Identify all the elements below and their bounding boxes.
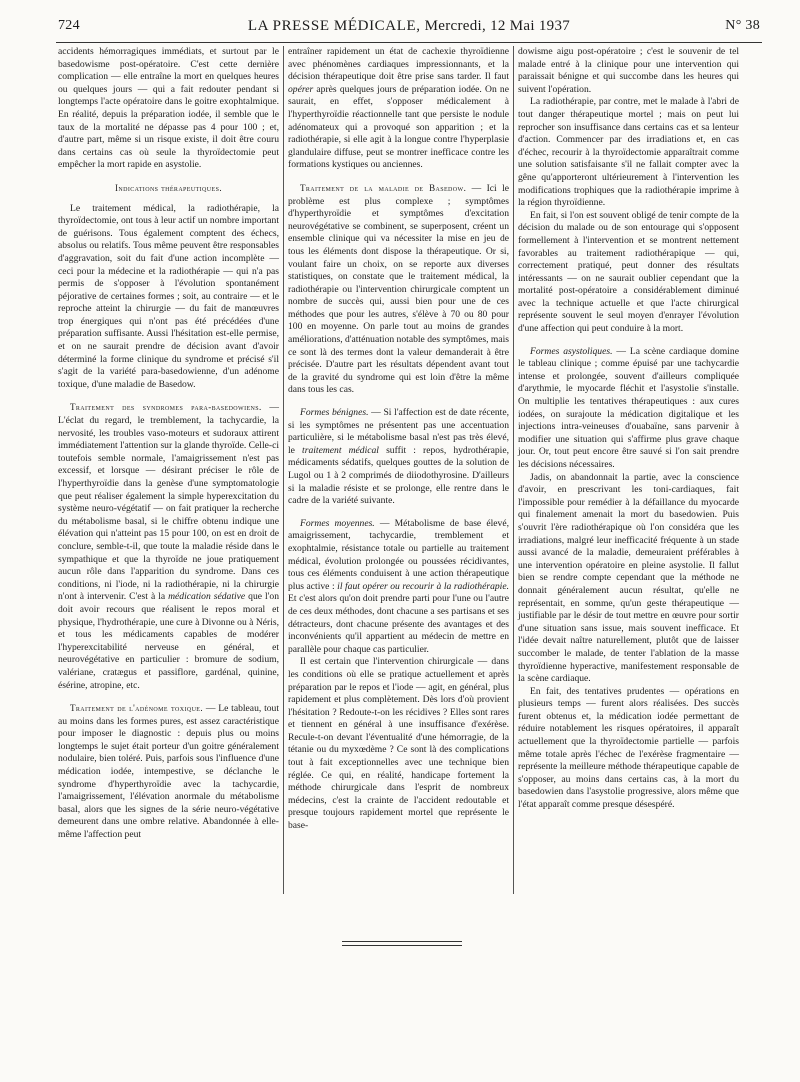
header-rule: [56, 42, 762, 43]
column-divider: [513, 46, 514, 894]
subsection-heading: Formes bénignes.: [300, 407, 369, 419]
paragraph: Formes asystoliques. — La scène cardiaque domine le tableau clinique ; comme épuisé par une tachycardie intense et prolongée, souvent d'ailleurs compliquée d'arythmie, le myocarde fléchit et l'asystolie s'installe. On multiplie les tentatives thérapeutiques : aux cures iodées, on surajoute la médication digitalique et les injections intra-veineuses d'ouabaïne, sans parvenir à modifier une situation qui s'affirme plus grave chaque jour. Or, tout peut encore être sauvé si l'on sait prendre les décisions nécessaires.: [518, 345, 739, 470]
column-3: [518, 46, 739, 812]
page-number: 724: [58, 18, 80, 33]
column-2: [288, 46, 509, 833]
subsection-heading: Formes moyennes.: [300, 517, 375, 529]
paragraph: Formes moyennes. — Métabolisme de base élevé, amaigrissement, tachycardie, tremblement et exophtalmie, résistance totale ou partielle au traitement médical, évolution prolongée ou poussées récidivantes, tous ces éléments conduisent à une action thérapeutique plus active : il faut opérer ou recourir à la radiothérapie. Et c'est alors qu'on doit prendre parti pour l'une ou l'autre de ces deux méthodes, dont chacune a ses partisans et ses détracteurs, dont chacune présente des avantages et des inconvénients qu'il appartient au médecin de mettre en parallèle pour chaque cas particulier.: [288, 517, 509, 655]
paragraph: Il est certain que l'intervention chirurgicale — dans les conditions où elle se pratique actuellement et après préparation par le repos et l'iode — agit, en général, plus rapidement et plus complètement. Dès lors d'où provient l'hésitation ? Redoute-t-on les récidives ? Elles sont rares et tiennent en général à une insuffisance d'exérèse. Recule-t-on devant l'éventualité d'une hémorragie, de la tétanie ou du myxœdème ? Ce sont là des complications tout à fait exceptionnelles avec une technique bien réglée. Ce qui, en réalité, handicape fortement la méthode chirurgicale dans l'esprit de nombreux médecins, c'est la crainte de l'accident redoutable et presque toujours rapidement mortel que représente le base-: [288, 656, 509, 832]
section-heading: Traitement de l'adénome toxique.: [70, 703, 204, 714]
journal-name: LA PRESSE MÉDICALE,: [247, 18, 421, 34]
paragraph: dowisme aigu post-opératoire ; c'est le souvenir de tel malade entré à la clinique pour une intervention qui paraissait bénigne et qui succombe dans les heures qui suivent l'opération.: [518, 46, 739, 95]
paragraph: Traitement de la maladie de Basedow. — Ici le problème est plus complexe ; symptômes d'hyperthyroïdie et symptômes d'excitation neurovégétative se combinent, se superposent, créent un ensemble clinique qui va nécessiter la mise en jeu de tous les éléments dont dispose la thérapeutique. Or si, voulant faire un choix, on se reporte aux diverses statistiques, on constate que le traitement médical, la radiothérapie ou l'intervention chirurgicale comptent un nombre de succès qui, aussi bien pour une de ces méthodes que pour les autres, s'élève à 70 ou 80 pour 100 en moyenne. On parle tout au moins de grandes améliorations, d'atténuation notable des symptômes, mais ce sont là des termes dont la valeur demanderait à être précisée. D'autre part les résultats dépendent avant tout de la gravité du syndrome qui est loin d'être la même dans tous les cas.: [288, 182, 510, 396]
issue-date: Mercredi, 12 Mai 1937: [424, 18, 571, 34]
section-heading: Indications thérapeutiques.: [115, 182, 222, 193]
closing-rule: [342, 941, 462, 942]
column-1: [58, 46, 279, 842]
paragraph: Jadis, on abandonnait la partie, avec la conscience d'avoir, en prescrivant les toni-cardiaques, fait l'impossible pour remédier à la défaillance du myocarde qui finalement amenait la mort du basedowien. Puis s'ouvrit l'ère radiothérapique où l'on considéra que les irradiations, malgré leur inefficacité fréquente à un stade aussi avancé de la maladie, demeuraient préférables à une intervention opératoire en pleine asystolie. Il fallut bien se rendre compte cependant que la méthode ne donnait généralement aucun résultat, qu'elle ne représentait, en somme, qu'un geste thérapeutique — justifiable par le désir de tout mettre en œuvre pour sortir d'une situation sans issue, mais souvent inefficace. Et l'idée devait naître naturellement, plutôt que de laisser succomber le malade, de tenter l'ablation de la masse thyroïdienne hyperactive, manifestement responsable de la scène cardiaque.: [518, 471, 739, 685]
paragraph: En fait, des tentatives prudentes — opérations en plusieurs temps — furent alors réalisées. Des succès furent obtenus et, la médication iodée permettant de réduire notablement les risques opératoires, il apparaît actuellement que la thyroïdectomie partielle — parfois même totale après l'échec de l'exérèse fragmentaire — représente la meilleure méthode thérapeutique capable de s'opposer, au moins dans certains cas, à la mort du basedowien dans l'asystolie progressive, alors même que l'état apparaît comme presque désespéré.: [518, 685, 739, 811]
paragraph: Traitement de l'adénome toxique. — Le tableau, tout au moins dans les formes pures, est assez caractéristique pour imposer le diagnostic : depuis plus ou moins longtemps le sujet était porteur d'un goitre généralement nodulaire, bien toléré. Puis, parfois sous l'influence d'une médication iodée, intempestive, se déclanche le syndrome d'hyperthyroïdie avec la tachycardie, l'amaigrissement, l'élévation anormale du métabolisme basal, alors que les signes de la série neuro-végétative demeurent dans une ombre relative. Abandonnée à elle-même l'affection peut: [58, 703, 279, 841]
paragraph: entraîner rapidement un état de cachexie thyroïdienne avec phénomènes cardiaques impressionnants, et la décision thérapeutique doit être prise sans tarder. Il faut opérer après quelques jours de préparation iodée. On ne saurait, en effet, s'opposer médicalement à l'hyperthyroïdie réactionnelle tant que persiste le nodule adénomateux qui a provoqué son apparition ; et la radiothérapie, si elle agit à la longue contre l'hyperplasie glandulaire diffuse, peut se montrer inefficace contre les formations kystiques ou anciennes.: [288, 46, 509, 171]
section-heading: Traitement des syndromes para-basedowiens.: [70, 402, 262, 413]
paragraph: La radiothérapie, par contre, met le malade à l'abri de tout danger thérapeutique mortel ; mais on peut lui reprocher son insuffisance dans certains cas et sa lenteur d'action. Commencer par des irradiations et, en cas d'échec, recourir à la thyroïdectomie apparaîtrait comme une solution satisfaisante s'il ne fallait compter avec la gêne qu'apporteront ultérieurement à l'intervention les modifications trophiques que la radiothérapie imprime à la région thyroïdienne.: [518, 96, 739, 209]
running-title: [58, 18, 760, 35]
paragraph: Le traitement médical, la radiothérapie, la thyroïdectomie, ont tous à leur actif un nombre important de guérisons. Tous également comptent des échecs, absolus ou relatifs. Tous même peuvent être responsables d'aggravation, soit du fait d'une action incomplète — ceci pour la médecine et la radiothérapie — qui n'a pas permis de s'opposer à l'évolution spontanément péjorative de certaines formes ; soit, au contraire — et le reproche atteint la chirurgie — du fait de manœuvres trop énergiques qui n'ont pas été précédées d'une préparation suffisante. Aussi l'hésitation est-elle permise, et on ne saurait prendre de décision avant d'avoir déterminé la forme clinique du syndrome et précisé s'il s'agit de la variété para-basedowienne, d'un adénome toxique, d'une maladie de Basedow.: [58, 202, 279, 390]
paragraph: Traitement des syndromes para-basedowiens. — L'éclat du regard, le tremblement, la tachycardie, la nervosité, les troubles vaso-moteurs et sudoraux attirent immédiatement l'attention sur la glande thyroïde. Celle-ci toutefois semble normale, l'amaigrissement n'est pas excessif, et lorsque — désirant préciser le rôle de l'hyperthyroïdie dans la genèse d'une symptomatologie que peut réaliser également la simple hyperexcitation du système neuro-végétatif — on fait pratiquer la recherche du métabolisme basal, si le chiffre obtenu indique une élévation qui n'atteint pas 15 pour 100, on est en droit de conclure, semble-t-il, que toute la maladie réside dans le sympathique et que la thyroïde ne joue pratiquement aucun rôle dans l'apparition du syndrome. Dans ces conditions, ni l'iode, ni la radiothérapie, ni la chirurgie n'ont à intervenir. C'est à la médication sédative que l'on doit avoir recours que réalisent le repos moral et physique, l'hydrothérapie, une cure à Divonne ou à Néris, et tous les médicaments capables de modérer l'hyperexcitabilité nerveuse en général, et neurovégétative en particulier : bromure de sodium, valériane, cratægus et passiflore, gardénal, quinine, ésérine, atropine, etc.: [58, 402, 280, 691]
paragraph: En fait, si l'on est souvent obligé de tenir compte de la décision du malade ou de son entourage qui s'opposent formellement à l'intervention et se montrent nettement favorables au traitement radiothérapique — qui, correctement pratiqué, peut donner des résultats intéressants — on ne saurait oublier cependant que la mortalité post-opératoire a considérablement diminué avec la technique actuelle et que l'acte chirurgical représente souvent le seul moyen d'enrayer l'évolution d'une affection qui peut conduire à la mort.: [518, 209, 739, 335]
paragraph: Formes bénignes. — Si l'affection est de date récente, si les symptômes ne présentent pas une accentuation particulière, si le métabolisme basal n'est pas très élevé, le traitement médical suffit : repos, hydrothérapie, médicaments sédatifs, quelques gouttes de la solution de Lugol ou 1 à 2 comprimés de diiodothyrosine. D'ailleurs si la maladie résiste et se prolonge, elle rentre dans le cadre de la variété suivante.: [288, 407, 510, 507]
section-heading: Traitement de la maladie de Basedow.: [300, 182, 467, 193]
subsection-heading: Formes asystoliques.: [530, 345, 613, 357]
paragraph: accidents hémorragiques immédiats, et surtout par le basedowisme post-opératoire. C'est cette dernière complication — elle entraîne la mort en quelques heures ou quelques jours — qui a fait redouter pendant si longtemps l'acte opératoire dans le goitre exophtalmique. En réalité, depuis la préparation iodée, il semble que le taux de la mortalité ne dépasse pas 4 pour 100 ; et, d'autre part, même si un risque existe, il doit être couru dans certains cas où seule la thyroïdectomie peut empêcher la mort rapide en asystolie.: [58, 46, 279, 171]
issue-number: N° 38: [725, 18, 760, 33]
closing-rule: [342, 945, 462, 946]
page-header: [58, 16, 760, 40]
column-divider: [283, 46, 284, 894]
